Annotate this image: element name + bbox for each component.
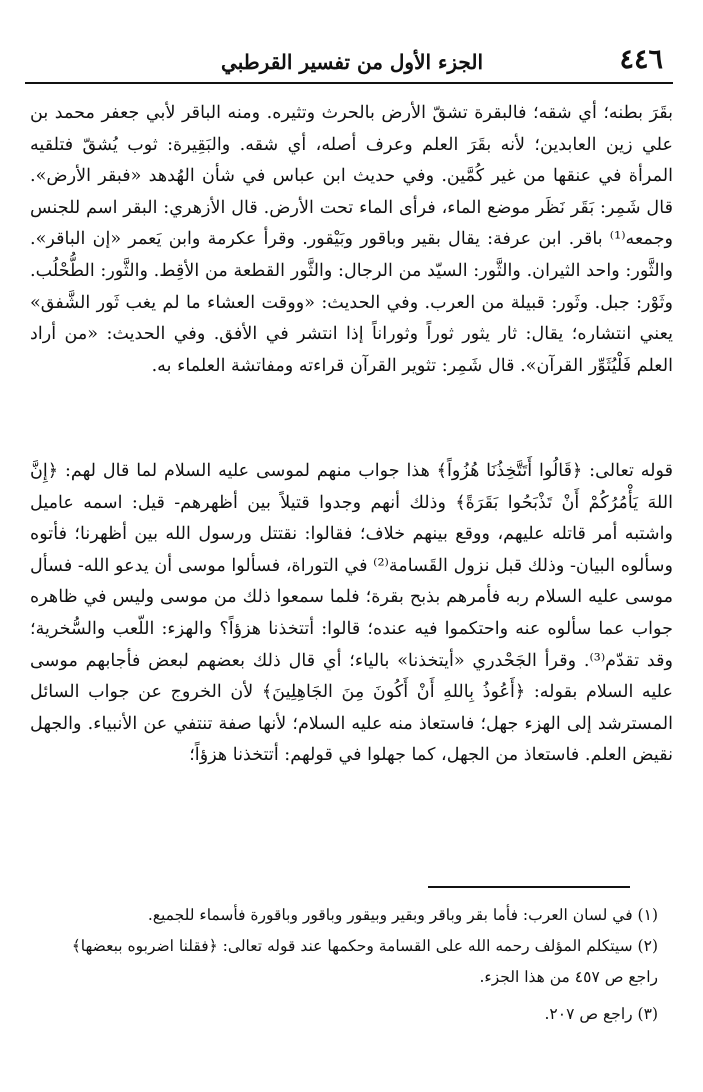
page-header [25,40,673,84]
running-title: الجزء الأول من تفسير القرطبي [221,50,483,74]
footnotes [55,900,658,1030]
footnote-2: (٢) سيتكلم المؤلف رحمه الله على القسامة وحكمها عند قوله تعالى: ﴿فقلنا اضربوه ببعضها﴾ راجع ص ٤٥٧ من هذا الجزء. [71,937,658,986]
footnote-1: (١) في لسان العرب: فأما بقر وباقر وبقير وبيقور وباقور وباقورة فأسماء للجميع. [147,906,658,924]
header-rule [25,82,673,84]
page-number: ٤٤٦ [619,44,663,75]
footnote-separator [428,886,630,888]
paragraph-2 [30,456,673,772]
paragraph-1 [30,98,673,382]
paragraph-2-text: قوله تعالى: ﴿قَالُوا أَتَتَّخِذُنَا هُزُواً﴾ هذا جواب منهم لموسى عليه السلام لما قال لهم: ﴿إِنَّ اللهَ يَأْمُرُكُمْ أَنْ تَذْبَحُوا بَقَرَةً﴾ وذلك أنهم وجدوا قتيلاً بين أظهرهم- قيل: اسمه عاميل واشتبه أمر قاتله عليهم، ووقع بينهم خلاف؛ فقالوا: نقتتل ورسول الله بين أظهرنا؛ فأتوه وسألوه البيان- وذلك قبل نزول القَسامة⁽²⁾ في التوراة، فسألوا موسى أن يدعو الله- فسأل موسى عليه السلام ربه فأمرهم بذبح بقرة؛ فلما سمعوا ذلك من موسى وليس في ظاهره جواب عما سألوه عنه واحتكموا فيه عنده؛ قالوا: أتتخذنا هزؤاً؟ والهزء: اللّعب والسُّخرية؛ وقد تقدّم⁽³⁾. وقرأ الجَحْدري «أيتخذنا» بالياء؛ أي قال ذلك بعضهم لبعض فأجابهم موسى عليه السلام بقوله: ﴿أَعُوذُ بِاللهِ أَنْ أَكُونَ مِنَ الجَاهِلِينَ﴾ لأن الخروج عن جواب السائل المسترشد إلى الهزء جهل؛ فاستعاذ منه عليه السلام؛ لأنها صفة تنتفي عن الأنبياء. والجهل نقيض العلم. فاستعاذ من الجهل، كما جهلوا في قولهم: أتتخذنا هزؤاً؛ [30,461,673,766]
footnote-3: (٣) راجع ص ٢٠٧. [544,1005,658,1023]
paragraph-1-text: بقَرَ بطنه؛ أي شقه؛ فالبقرة تشقّ الأرض بالحرث وتثيره. ومنه الباقر لأبي جعفر محمد بن علي زين العابدين؛ لأنه بقَرَ العلم وعرف أصله، أي شقه. والبَقِيرة: ثوب يُشقّ فتلقيه المرأة في عنقها من غير كُمَّين. وفي حديث ابن عباس في شأن الهُدهد «فبقر الأرض». قال شَمِر: بَقَر نَظَر موضع الماء، فرأى الماء تحت الأرض. قال الأزهري: البقر اسم للجنس وجمعه⁽¹⁾ باقر. ابن عرفة: يقال بقير وباقور وبَيْقور. وقرأ عكرمة وابن يَعمر «إن الباقر». والثَّور: واحد الثيران. والثَّور: السيّد من الرجال: والثَّور القطعة من الأقِط. والثَّور: الطُّحْلُب. وثَوْر: جبل. وثَور: قبيلة من العرب. وفي الحديث: «ووقت العشاء ما لم يغب ثَور الشَّفق» يعني انتشاره؛ يقال: ثار يثور ثوراً وثوراناً إذا انتشر في الأفق. وفي الحديث: «من أراد العلم فَلْيُثَوِّر القرآن». قال شَمِر: تثوير القرآن قراءته ومفاتشة العلماء به. [30,103,673,376]
